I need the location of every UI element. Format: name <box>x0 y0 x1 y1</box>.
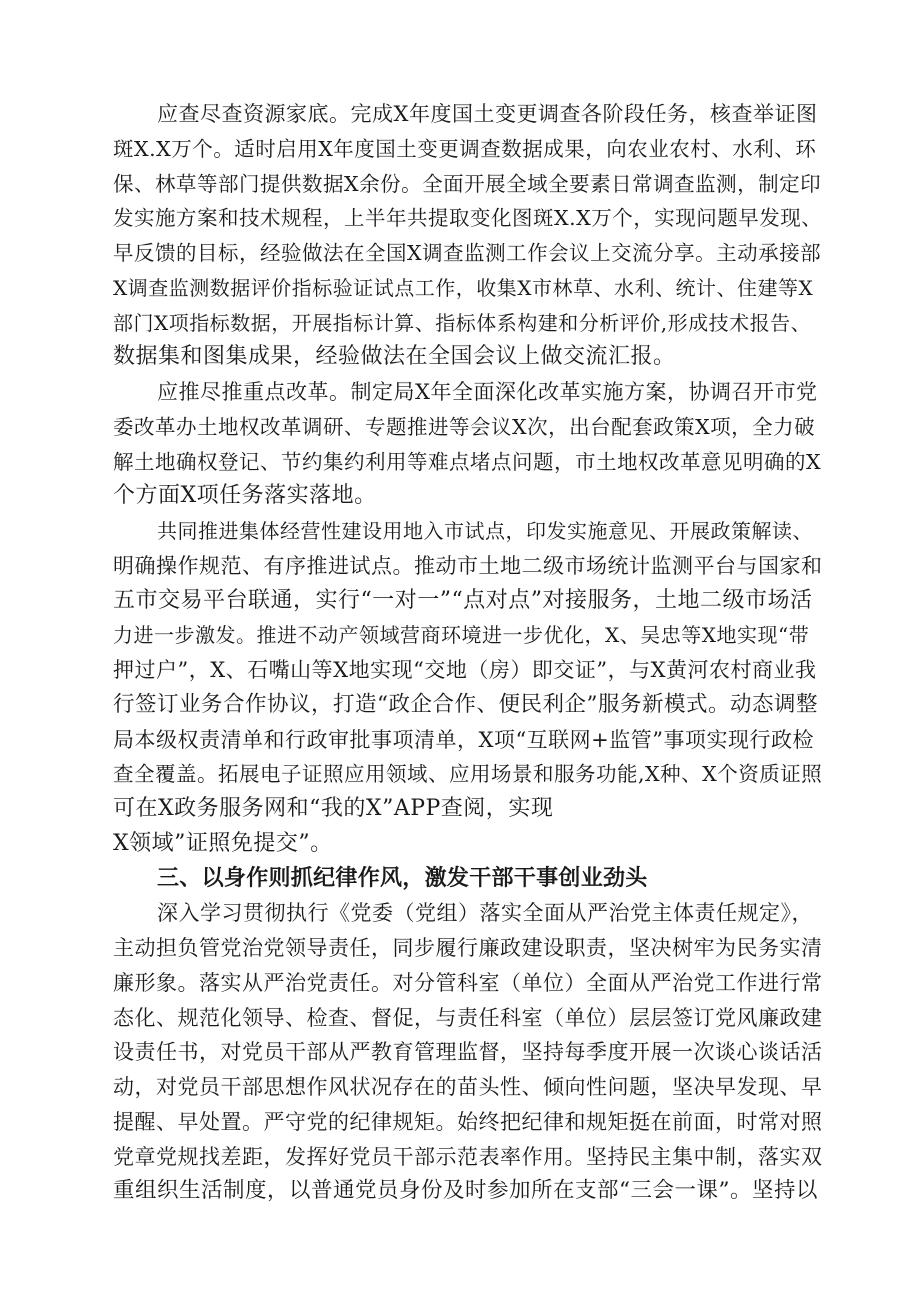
paragraph-line: 动，对党员干部思想作风状况存在的苗头性、倾向性问题，坚决早发现、早 <box>113 1075 823 1099</box>
paragraph-line: 解土地确权登记、节约集约利用等难点堵点问题，市土地权改革意见明确的X <box>113 449 822 474</box>
paragraph-line: 深入学习贯彻执行《党委（党组）落实全面从严治党主体责任规定》， <box>157 901 813 926</box>
paragraph-line: 提醒、早处置。严守党的纪律规矩。始终把纪律和规矩挺在前面，时常对照 <box>113 1109 823 1134</box>
paragraph-line: 押过户”，X、石嘴山等X地实现“交地（房）即交证”，与X黄河农村商业我 <box>113 658 817 682</box>
paragraph-line: 个方面X项任务落实落地。 <box>113 483 377 509</box>
paragraph-key-reform <box>113 375 825 514</box>
paragraph-line: 局本级权责清单和行政审批事项清单，X项“互联网+监管”事项实现行政检 <box>113 727 815 752</box>
paragraph-line: X领域”证照免提交”。 <box>113 830 333 856</box>
paragraph-line: 力进一步激发。推进不动产领域营商环境进一步优化，X、吴忠等X地实现“带 <box>113 623 810 648</box>
paragraph-line: 数据集和图集成果，经验做法在全国会议上做交流汇报。 <box>113 344 676 370</box>
paragraph-line: 应推尽推重点改革。制定局X年全面深化改革实施方案，协调召开市党 <box>157 380 818 404</box>
paragraph-line: 五市交易平台联通，实行“一对一”“点对点”对接服务，土地二级市场活 <box>113 587 813 613</box>
paragraph-line: 部门X项指标数据，开展指标计算、指标体系构建和分析评价,形成技术报告、 <box>113 310 812 335</box>
paragraph-line: 廉形象。落实从严治党责任。对分管科室（单位）全面从严治党工作进行常 <box>113 970 823 995</box>
paragraph-line: 重组织生活制度，以普通党员身份及时参加所在支部“三会一课”。坚持以 <box>113 1178 818 1204</box>
paragraph-line: 行签订业务合作协议，打造“政企合作、便民利企”服务新模式。动态调整 <box>113 691 818 717</box>
document-body <box>113 97 825 1209</box>
paragraph-discipline <box>113 896 825 1209</box>
paragraph-line: 态化、规范化领导、检查、督促，与责任科室（单位）层层签订党风廉政建 <box>113 1005 823 1030</box>
paragraph-line: 应查尽查资源家底。完成X年度国土变更调查各阶段任务，核查举证图 <box>157 102 818 126</box>
paragraph-line: 共同推进集体经营性建设用地入市试点，印发实施意见、开展政策解读、 <box>157 519 813 543</box>
section-heading: 三、以身作则抓纪律作风，激发干部干事创业劲头 <box>157 865 648 891</box>
paragraph-resource-survey <box>113 97 825 375</box>
paragraph-line: 党章党规找差距，发挥好党员干部示范表率作用。坚持民主集中制，落实双 <box>113 1144 823 1169</box>
paragraph-line: 早反馈的目标，经验做法在全国X调查监测工作会议上交流分享。主动承接部 <box>113 241 822 265</box>
paragraph-line: 设责任书，对党员干部从严教育管理监督，坚持每季度开展一次谈心谈话活 <box>113 1040 823 1065</box>
paragraph-line: 明确操作规范、有序推进试点。推动市土地二级市场统计监测平台与国家和 <box>113 553 823 578</box>
paragraph-line: 保、林草等部门提供数据X余份。全面开展全域全要素日常调查监测，制定印 <box>113 171 822 196</box>
paragraph-line: X调查监测数据评价指标验证试点工作，收集X市林草、水利、统计、住建等X <box>113 275 814 300</box>
paragraph-line: 可在X政务服务网和“我的X”APP查阅，实现 <box>113 796 554 821</box>
paragraph-line: 主动担负管党治党领导责任，同步履行廉政建设职责，坚决树牢为民务实清 <box>113 936 823 960</box>
paragraph-line: 委改革办土地权改革调研、专题推进等会议X次，出台配套政策X项，全力破 <box>113 414 816 439</box>
paragraph-land-market <box>113 514 825 862</box>
paragraph-line: 查全覆盖。拓展电子证照应用领域、应用场景和服务功能,X种、X个资质证照 <box>113 762 823 787</box>
paragraph-line: 斑X.X万个。适时启用X年度国土变更调查数据成果，向农业农村、水利、环 <box>113 136 817 161</box>
paragraph-line: 发实施方案和技术规程，上半年共提取变化图斑X.X万个，实现问题早发现、 <box>113 206 823 231</box>
